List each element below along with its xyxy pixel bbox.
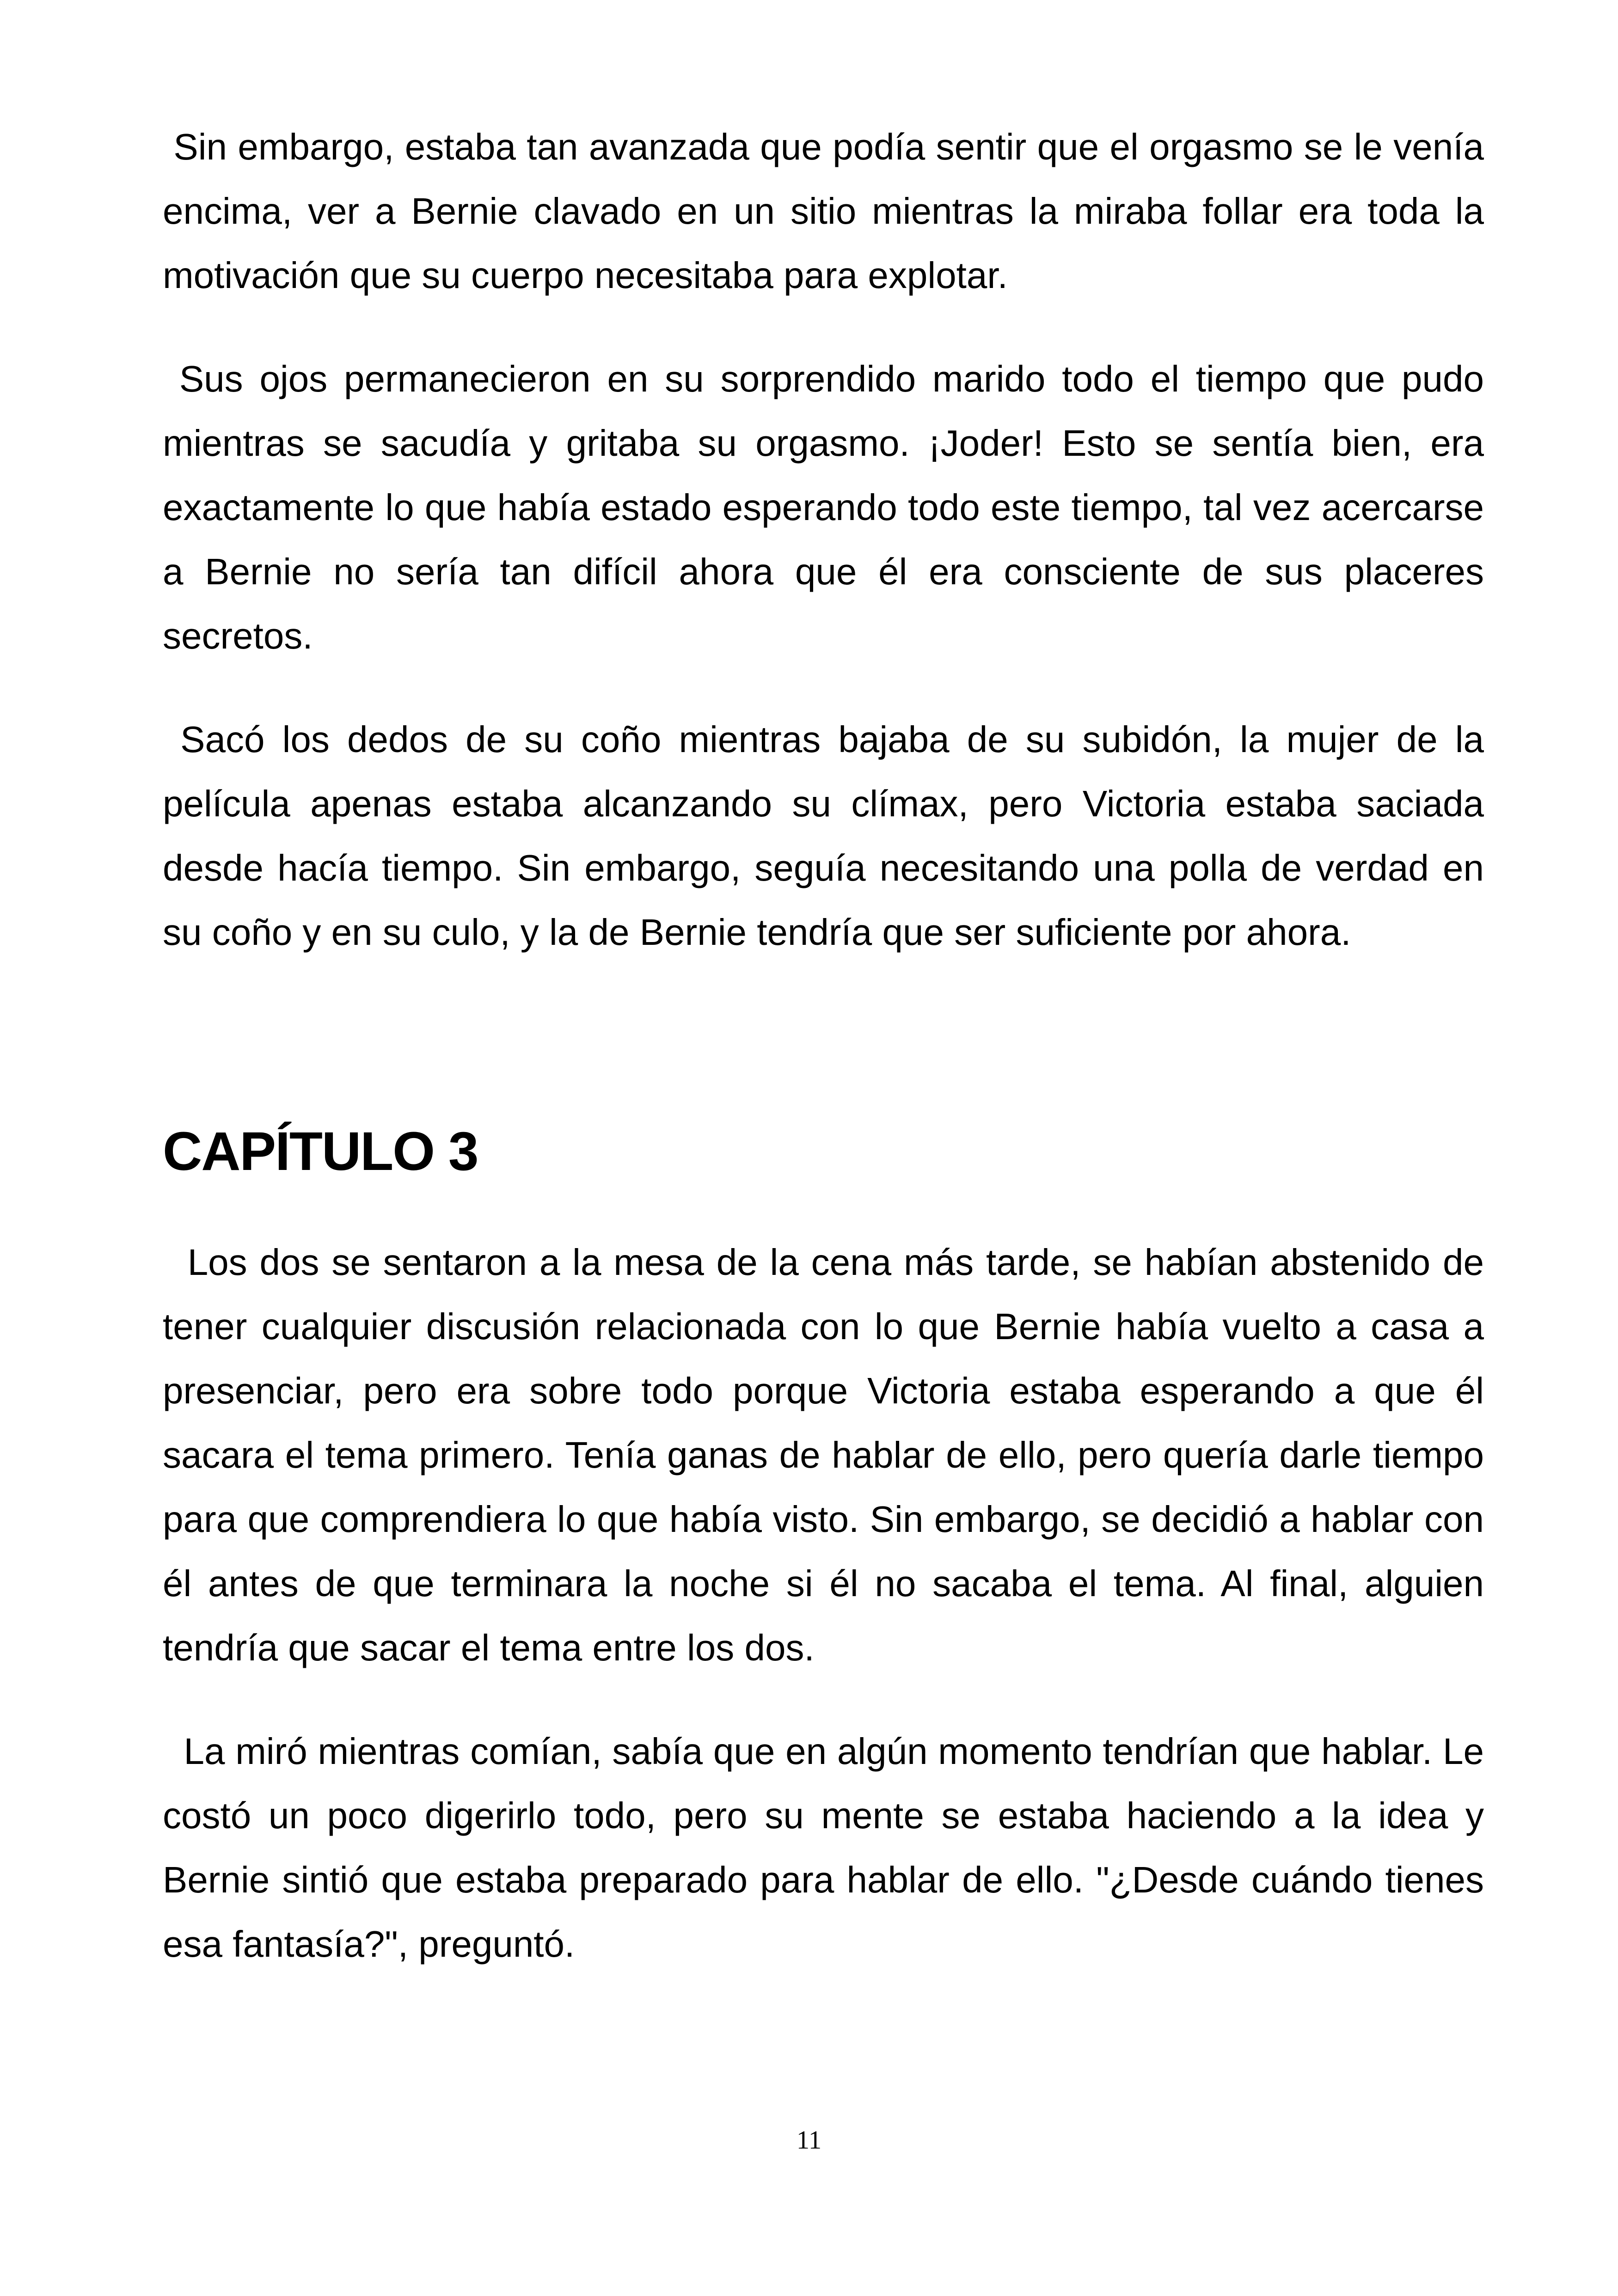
paragraph: Sacó los dedos de su coño mientras bajaba de su subidón, la mujer de la película apenas estaba alcanzando su clímax, pero Victoria estaba saciada desde hacía tiempo. Sin embargo, seguía necesitando una polla de verdad en su coño y en su culo, y la de Bernie tendría que ser suficiente por ahora.: [163, 719, 1495, 953]
paragraph: Sus ojos permanecieron en su sorprendido marido todo el tiempo que pudo mientras se sacudía y gritaba su orgasmo. ¡Joder! Esto se sentía bien, era exactamente lo que había estado esperando todo este tiempo, tal vez acercarse a Bernie no sería tan difícil ahora que él era consciente de sus placeres secretos.: [163, 358, 1495, 656]
paragraph: La miró mientras comían, sabía que en algún momento tendrían que hablar. Le costó un poco digerirlo todo, pero su mente se estaba haciendo a la idea y Bernie sintió que estaba preparado para hablar de ello. "¿Desde cuándo tienes esa fantasía?", preguntó.: [163, 1731, 1495, 1965]
chapter-heading: CAPÍTULO 3: [163, 1121, 478, 1182]
page-body: [163, 115, 1495, 1976]
page-number: 11: [797, 2126, 821, 2155]
paragraph: Los dos se sentaron a la mesa de la cena más tarde, se habían abstenido de tener cualquier discusión relacionada con lo que Bernie había vuelto a casa a presenciar, pero era sobre todo porque Victoria estaba esperando a que él sacara el tema primero. Tenía ganas de hablar de ello, pero quería darle tiempo para que comprendiera lo que había visto. Sin embargo, se decidió a hablar con él antes de que terminara la noche si él no sacaba el tema. Al final, alguien tendría que sacar el tema entre los dos.: [163, 1242, 1495, 1668]
paragraph: Sin embargo, estaba tan avanzada que podía sentir que el orgasmo se le venía encima, ver a Bernie clavado en un sitio mientras la miraba follar era toda la motivación que su cuerpo necesitaba para explotar.: [163, 126, 1495, 296]
